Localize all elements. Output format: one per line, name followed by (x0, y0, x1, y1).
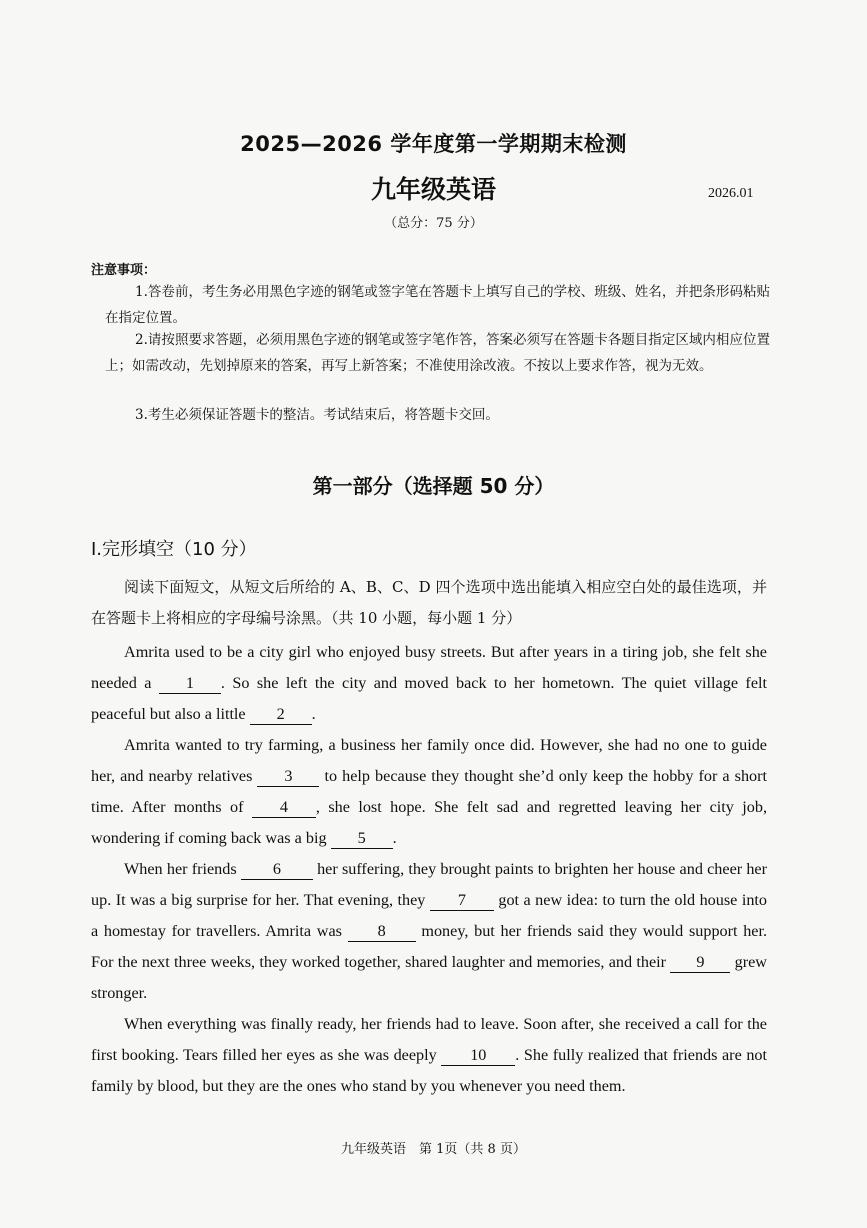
passage-paragraph-3 (91, 854, 767, 1009)
passage-paragraph-1 (91, 637, 767, 730)
passage-text: money, but her friends said they would support her. For the next three weeks, they worked together, shared laughter and memories, and their (91, 922, 768, 971)
blank-7: 7 (430, 890, 494, 911)
notice-heading: 注意事项： (91, 263, 157, 278)
passage-paragraph-2 (91, 730, 767, 854)
passage-text: to help because they thought she’d only keep the hobby for a short time. After months of (91, 767, 768, 816)
passage-text: , she lost hope. She felt sad and regretted leaving her city job, wondering if coming back was a big (91, 798, 768, 847)
passage-text: When everything was finally ready, her friends had to leave. Soon after, she received a call for the first booking. Tears filled her eyes as she was deeply (91, 1015, 767, 1064)
blank-1: 1 (159, 673, 221, 694)
blank-10: 10 (441, 1045, 515, 1066)
total-score: （总分：75 分） (384, 216, 483, 231)
blank-6: 6 (241, 859, 313, 880)
notice-item-3: 3.考生必须保证答题卡的整洁。考试结束后，将答题卡交回。 (135, 407, 499, 423)
page-footer: 九年级英语 第 1页（共 8 页） (341, 1142, 526, 1157)
blank-9: 9 (670, 952, 730, 973)
blank-8: 8 (348, 921, 416, 942)
passage-text: got a new idea: to turn the old house into a homestay for travellers. Amrita was (91, 891, 768, 940)
blank-5: 5 (331, 828, 393, 849)
passage-text: . So she left the city and moved back to her hometown. The quiet village felt peaceful but also a little (91, 674, 767, 723)
section-instructions: 阅读下面短文，从短文后所给的 A、B、C、D 四个选项中选出能填入相应空白处的最佳选项，并在答题卡上将相应的字母编号涂黑。（共 10 小题，每小题 1 分） (91, 578, 767, 627)
passage-text: Amrita used to be a city girl who enjoyed busy streets. But after years in a tiring job, she felt she needed a (91, 643, 767, 692)
passage-text: When her friends (124, 860, 237, 878)
passage-text: grew stronger. (91, 953, 767, 1002)
notice-item-2: 2.请按照要求答题，必须用黑色字迹的钢笔或签字笔作答，答案必须写在答题卡各题目指定区域内相应位置上；如需改动，先划掉原来的答案，再写上新答案；不准使用涂改液。不按以上要求作答，视为无效。 (105, 332, 770, 374)
passage-text: Amrita wanted to try farming, a business her family once did. However, she had no one to guide her, and nearby relatives (91, 736, 767, 785)
section-heading: Ⅰ.完形填空（10 分） (91, 539, 257, 560)
passage-text: . (392, 829, 397, 847)
blank-3: 3 (257, 766, 319, 787)
notice-item-1: 1.答卷前，考生务必用黑色字迹的钢笔或签字笔在答题卡上填写自己的学校、班级、姓名，并把条形码粘贴在指定位置。 (105, 284, 770, 326)
blank-4: 4 (252, 797, 316, 818)
blank-2: 2 (250, 704, 312, 725)
exam-date: 2026.01 (708, 186, 754, 201)
exam-subject: 九年级英语 (370, 175, 496, 204)
passage-paragraph-4 (91, 1009, 767, 1102)
passage-text: her suffering, they brought paints to brighten her house and cheer her up. It was a big surprise for her. That evening, they (91, 860, 768, 909)
passage-text: . She fully realized that friends are not family by blood, but they are the ones who stand by you whenever you need them. (91, 1046, 768, 1095)
cloze-passage (91, 637, 767, 1102)
exam-title: 2025—2026 学年度第一学期期末检测 (240, 132, 627, 156)
passage-text: . (311, 705, 316, 723)
part-heading: 第一部分（选择题 50 分） (312, 474, 555, 498)
